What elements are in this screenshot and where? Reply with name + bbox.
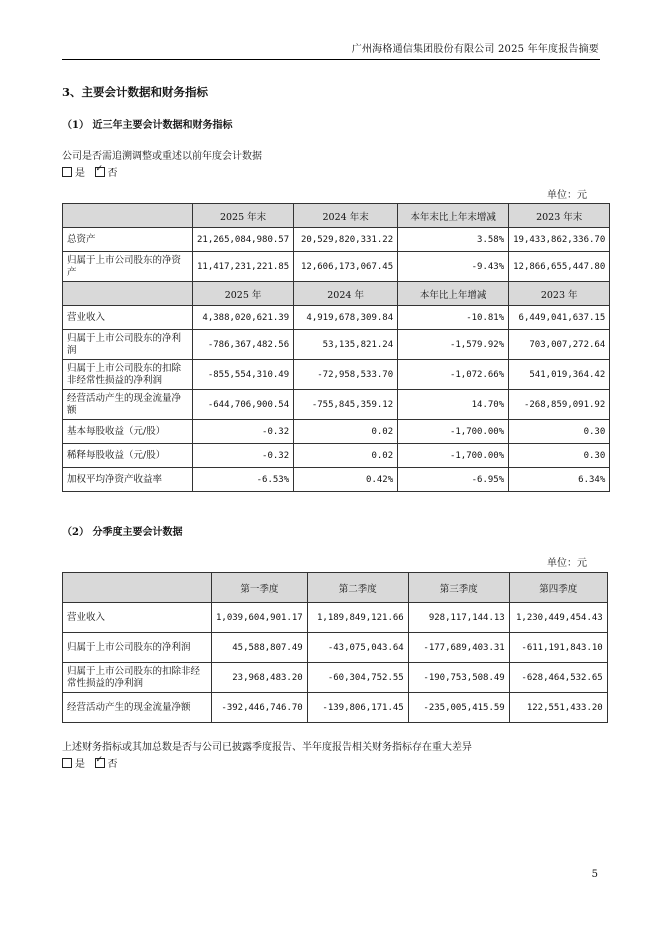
table-cell: -235,005,415.59 <box>408 693 509 723</box>
header-cell: 2024 年末 <box>294 204 398 228</box>
header-cell <box>63 204 193 228</box>
table-cell: -139,806,171.45 <box>307 693 408 723</box>
table-cell: -786,367,482.56 <box>193 330 294 360</box>
table-cell: -855,554,310.49 <box>193 360 294 390</box>
table-cell: 53,135,821.24 <box>294 330 398 360</box>
header-cell: 第三季度 <box>408 573 509 603</box>
table-cell: -9.43% <box>398 252 509 282</box>
table-cell: 0.42% <box>294 468 398 492</box>
yes-option <box>62 164 85 179</box>
table-cell: -177,689,403.31 <box>408 633 509 663</box>
table-cell: 703,007,272.64 <box>509 330 610 360</box>
table-cell: -10.81% <box>398 306 509 330</box>
table-row <box>63 468 610 492</box>
section-title: 3、主要会计数据和财务指标 <box>62 85 209 99</box>
row-label: 归属于上市公司股东的扣除非经常性损益的净利润 <box>63 360 193 390</box>
table-cell: 23,968,483.20 <box>212 663 308 693</box>
row-label: 基本每股收益（元/股） <box>63 420 193 444</box>
table-cell: 122,551,433.20 <box>509 693 607 723</box>
row-label: 营业收入 <box>63 306 193 330</box>
header-divider <box>62 59 600 60</box>
header-cell: 第四季度 <box>509 573 607 603</box>
row-label: 归属于上市公司股东的净利润 <box>63 633 212 663</box>
header-cell: 本年末比上年末增减 <box>398 204 509 228</box>
table-cell: -0.32 <box>193 444 294 468</box>
table-cell: 14.70% <box>398 390 509 420</box>
table-cell: 6,449,041,637.15 <box>509 306 610 330</box>
subsection-title-quarterly: （2） 分季度主要会计数据 <box>62 527 183 538</box>
table-row <box>63 603 608 633</box>
table-row <box>63 306 610 330</box>
table-cell: -628,464,532.65 <box>509 663 607 693</box>
yes-label: 是 <box>75 168 85 179</box>
table-cell: 45,588,807.49 <box>212 633 308 663</box>
table-cell: -43,075,043.64 <box>307 633 408 663</box>
table-row <box>63 252 610 282</box>
header-cell: 2025 年末 <box>193 204 294 228</box>
table-row <box>63 330 610 360</box>
table-cell: -72,958,533.70 <box>294 360 398 390</box>
table-cell: 1,189,849,121.66 <box>307 603 408 633</box>
annual-financial-table <box>62 203 610 492</box>
table-row <box>63 390 610 420</box>
table-cell: -6.95% <box>398 468 509 492</box>
table-row <box>63 420 610 444</box>
table-header-row <box>63 204 610 228</box>
table-row <box>63 444 610 468</box>
yes-label: 是 <box>75 759 85 770</box>
table-cell: 0.02 <box>294 444 398 468</box>
page-number: 5 <box>591 869 598 880</box>
table-cell: 0.30 <box>509 420 610 444</box>
table-cell: 928,117,144.13 <box>408 603 509 633</box>
table-cell: -611,191,843.10 <box>509 633 607 663</box>
table-cell: -1,579.92% <box>398 330 509 360</box>
row-label: 经营活动产生的现金流量净额 <box>63 390 193 420</box>
table-row <box>63 693 608 723</box>
unchecked-box-icon <box>62 758 72 768</box>
table-cell: -755,845,359.12 <box>294 390 398 420</box>
yes-option <box>62 755 85 770</box>
table-cell: -644,706,900.54 <box>193 390 294 420</box>
header-cell <box>63 282 193 306</box>
subsection-title-annual: （1） 近三年主要会计数据和财务指标 <box>62 120 233 131</box>
header-cell: 2023 年末 <box>509 204 610 228</box>
quarterly-financial-table <box>62 572 608 723</box>
table-row <box>63 633 608 663</box>
table-cell: 1,230,449,454.43 <box>509 603 607 633</box>
table-cell: 19,433,862,336.70 <box>509 228 610 252</box>
table-row <box>63 228 610 252</box>
table-cell: 11,417,231,221.85 <box>193 252 294 282</box>
unit-label-annual: 单位：元 <box>547 190 587 201</box>
table-cell: -1,700.00% <box>398 420 509 444</box>
checked-box-icon <box>95 758 105 768</box>
table-cell: -268,859,091.92 <box>509 390 610 420</box>
table-cell: -190,753,508.49 <box>408 663 509 693</box>
table-cell: 20,529,820,331.22 <box>294 228 398 252</box>
table-cell: 1,039,604,901.17 <box>212 603 308 633</box>
table-row <box>63 360 610 390</box>
header-cell: 第二季度 <box>307 573 408 603</box>
no-option <box>95 755 118 770</box>
header-cell: 本年比上年增减 <box>398 282 509 306</box>
row-label: 稀释每股收益（元/股） <box>63 444 193 468</box>
unit-label-quarterly: 单位：元 <box>547 558 587 569</box>
row-label: 加权平均净资产收益率 <box>63 468 193 492</box>
checked-box-icon <box>95 167 105 177</box>
report-header: 广州海格通信集团股份有限公司 2025 年年度报告摘要 <box>351 44 599 55</box>
no-label: 否 <box>107 759 118 770</box>
table-header-row <box>63 573 608 603</box>
row-label: 归属于上市公司股东的净资产 <box>63 252 193 282</box>
table-cell: -392,446,746.70 <box>212 693 308 723</box>
table-cell: 4,388,020,621.39 <box>193 306 294 330</box>
table-cell: 4,919,678,309.84 <box>294 306 398 330</box>
no-option <box>95 164 118 179</box>
table-cell: 21,265,084,980.57 <box>193 228 294 252</box>
no-label: 否 <box>107 168 118 179</box>
discrepancy-answer <box>62 755 118 771</box>
header-cell: 2025 年 <box>193 282 294 306</box>
restatement-question: 公司是否需追溯调整或重述以前年度会计数据 <box>62 151 262 162</box>
discrepancy-question: 上述财务指标或其加总数是否与公司已披露季度报告、半年度报告相关财务指标存在重大差异 <box>62 742 472 753</box>
restatement-answer <box>62 164 118 180</box>
header-cell: 2024 年 <box>294 282 398 306</box>
table-header-row <box>63 282 610 306</box>
table-cell: -6.53% <box>193 468 294 492</box>
row-label: 归属于上市公司股东的净利润 <box>63 330 193 360</box>
table-cell: 3.58% <box>398 228 509 252</box>
table-cell: 0.02 <box>294 420 398 444</box>
table-cell: 12,606,173,067.45 <box>294 252 398 282</box>
table-cell: 541,019,364.42 <box>509 360 610 390</box>
table-cell: -0.32 <box>193 420 294 444</box>
row-label: 归属于上市公司股东的扣除非经常性损益的净利润 <box>63 663 212 693</box>
row-label: 营业收入 <box>63 603 212 633</box>
header-cell: 2023 年 <box>509 282 610 306</box>
row-label: 总资产 <box>63 228 193 252</box>
table-cell: 12,866,655,447.80 <box>509 252 610 282</box>
header-cell <box>63 573 212 603</box>
table-cell: 0.30 <box>509 444 610 468</box>
row-label: 经营活动产生的现金流量净额 <box>63 693 212 723</box>
table-row <box>63 663 608 693</box>
table-cell: -1,072.66% <box>398 360 509 390</box>
unchecked-box-icon <box>62 167 72 177</box>
header-cell: 第一季度 <box>212 573 308 603</box>
table-cell: -60,304,752.55 <box>307 663 408 693</box>
table-cell: -1,700.00% <box>398 444 509 468</box>
table-cell: 6.34% <box>509 468 610 492</box>
